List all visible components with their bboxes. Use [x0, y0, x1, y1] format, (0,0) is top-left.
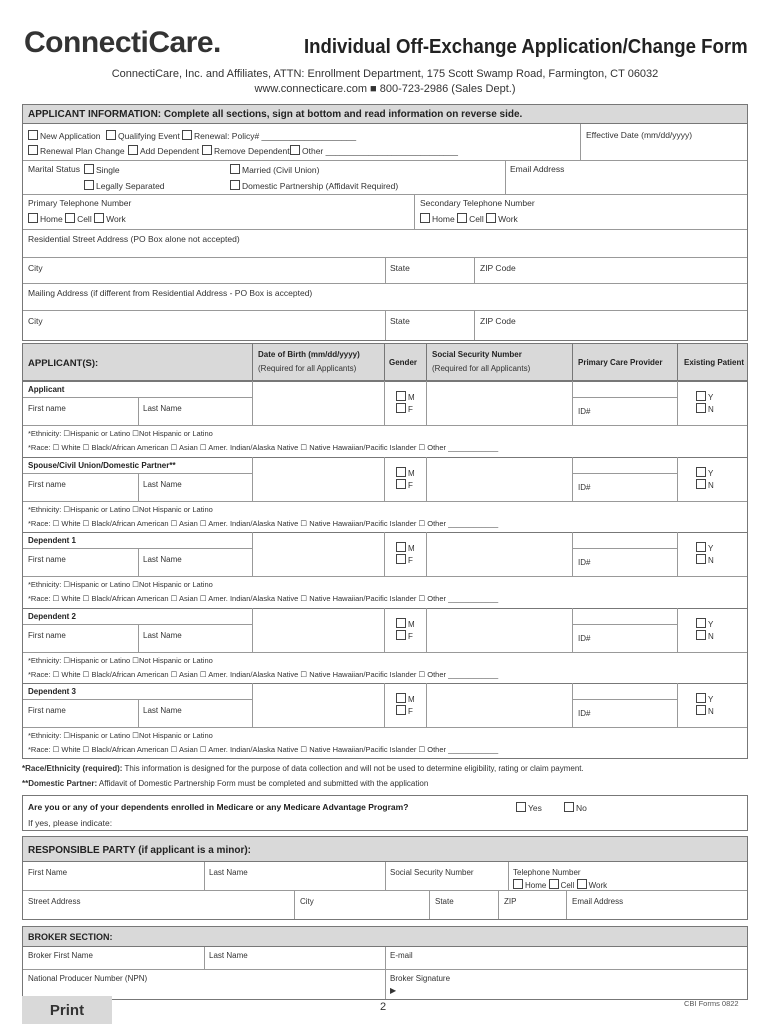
pcp-id-field[interactable]: ID# [578, 558, 591, 567]
applicant-row-label: Applicant [28, 385, 65, 394]
existing-patient-n-checkbox[interactable]: N [696, 403, 714, 414]
existing-patient-header: Existing Patient [684, 358, 745, 367]
race-footnote: *Race/Ethnicity (required): This information is designed for the purpose of data collection and will not be used to determine eligibility, rating or claim payment. [22, 764, 584, 773]
first-name-field[interactable]: First name [28, 631, 66, 640]
race-options[interactable]: *Race: ☐ White ☐ Black/African American ☐ Asian ☐ Amer. Indian/Alaska Native ☐ Native Hawaiian/Pacific Islander ☐ Other ____________ [28, 519, 499, 528]
secondary-phone-type[interactable]: Home Cell Work [420, 213, 518, 224]
applicant-row-label: Dependent 2 [28, 612, 77, 621]
gender-m-checkbox[interactable]: M [396, 467, 415, 478]
existing-patient-n-checkbox[interactable]: N [696, 630, 714, 641]
gender-f-checkbox[interactable]: F [396, 554, 413, 565]
pcp-id-field[interactable]: ID# [578, 709, 591, 718]
renewal-policy-checkbox[interactable]: Renewal: Policy# ____________________ [182, 130, 356, 141]
new-application-checkbox[interactable]: New Application [28, 130, 100, 141]
gender-f-checkbox[interactable]: F [396, 403, 413, 414]
broker-last-name-field[interactable]: Last Name [209, 951, 248, 960]
ethnicity-options[interactable]: *Ethnicity: ☐Hispanic or Latino ☐Not Hispanic or Latino [28, 656, 213, 665]
pcp-id-field[interactable]: ID# [578, 407, 591, 416]
residential-address-field[interactable]: Residential Street Address (PO Box alone not accepted) [28, 234, 240, 244]
race-options[interactable]: *Race: ☐ White ☐ Black/African American ☐ Asian ☐ Amer. Indian/Alaska Native ☐ Native Hawaiian/Pacific Islander ☐ Other ____________ [28, 443, 499, 452]
mailing-state-field[interactable]: State [390, 316, 410, 326]
existing-patient-y-checkbox[interactable]: Y [696, 467, 713, 478]
gender-header: Gender [389, 358, 418, 367]
rp-state-field[interactable]: State [435, 897, 454, 906]
effective-date-label: Effective Date (mm/dd/yyyy) [586, 130, 693, 140]
address-line: ConnectiCare, Inc. and Affiliates, ATTN: Enrollment Department, 175 Scott Swamp Road, Farmington, CT 06032 [111, 68, 659, 80]
broker-signature-field[interactable]: Broker Signature [390, 974, 451, 983]
broker-npn-field[interactable]: National Producer Number (NPN) [28, 974, 148, 983]
signature-arrow-icon: ▶ [390, 986, 397, 995]
first-name-field[interactable]: First name [28, 555, 66, 564]
pcp-id-field[interactable]: ID# [578, 634, 591, 643]
existing-patient-n-checkbox[interactable]: N [696, 705, 714, 716]
medicare-yes-checkbox[interactable]: Yes [516, 802, 542, 813]
add-dependent-checkbox[interactable]: Add Dependent [128, 145, 199, 156]
mailing-city-field[interactable]: City [28, 316, 43, 326]
contact-line: www.connecticare.com ■ 800-723-2986 (Sales Dept.) [254, 83, 516, 95]
mailing-zip-field[interactable]: ZIP Code [480, 316, 516, 326]
rp-street-field[interactable]: Street Address [28, 897, 81, 906]
last-name-field[interactable]: Last Name [143, 480, 182, 489]
ethnicity-options[interactable]: *Ethnicity: ☐Hispanic or Latino ☐Not Hispanic or Latino [28, 505, 213, 514]
medicare-no-checkbox[interactable]: No [564, 802, 587, 813]
existing-patient-y-checkbox[interactable]: Y [696, 391, 713, 402]
last-name-field[interactable]: Last Name [143, 555, 182, 564]
secondary-phone-field[interactable]: Secondary Telephone Number [420, 198, 535, 208]
rp-phone-type[interactable]: Home Cell Work [513, 879, 607, 890]
rp-first-name-field[interactable]: First Name [28, 868, 68, 877]
renewal-plan-change-checkbox[interactable]: Renewal Plan Change [28, 145, 125, 156]
gender-m-checkbox[interactable]: M [396, 391, 415, 402]
legally-separated-checkbox[interactable]: Legally Separated [84, 180, 165, 191]
mailing-address-field[interactable]: Mailing Address (if different from Residential Address - PO Box is accepted) [28, 288, 313, 298]
existing-patient-y-checkbox[interactable]: Y [696, 618, 713, 629]
rp-email-field[interactable]: Email Address [572, 897, 624, 906]
pcp-id-field[interactable]: ID# [578, 483, 591, 492]
responsible-party-heading: RESPONSIBLE PARTY (if applicant is a minor): [28, 845, 251, 856]
connecticare-logo: ConnectiCare. [24, 26, 221, 59]
race-options[interactable]: *Race: ☐ White ☐ Black/African American ☐ Asian ☐ Amer. Indian/Alaska Native ☐ Native Hawaiian/Pacific Islander ☐ Other ____________ [28, 745, 499, 754]
primary-phone-type[interactable]: Home Cell Work [28, 213, 126, 224]
page-number: 2 [380, 1001, 387, 1013]
broker-heading: BROKER SECTION: [28, 932, 113, 942]
applicant-row-label: Dependent 3 [28, 687, 77, 696]
gender-m-checkbox[interactable]: M [396, 693, 415, 704]
dob-note: (Required for all Applicants) [258, 364, 357, 373]
qualifying-event-checkbox[interactable]: Qualifying Event [106, 130, 180, 141]
applicants-section [22, 343, 748, 759]
zip-field[interactable]: ZIP Code [480, 263, 516, 273]
rp-city-field[interactable]: City [300, 897, 314, 906]
domestic-partner-footnote: **Domestic Partner: Affidavit of Domestic Partnership Form must be completed and submitted with the application [22, 779, 429, 788]
rp-telephone-field[interactable]: Telephone Number [513, 868, 581, 877]
applicant-row-label: Spouse/Civil Union/Domestic Partner** [28, 461, 176, 470]
existing-patient-y-checkbox[interactable]: Y [696, 542, 713, 553]
married-checkbox[interactable]: Married (Civil Union) [230, 164, 319, 175]
existing-patient-n-checkbox[interactable]: N [696, 554, 714, 565]
broker-first-name-field[interactable]: Broker First Name [28, 951, 93, 960]
rp-zip-field[interactable]: ZIP [504, 897, 517, 906]
existing-patient-n-checkbox[interactable]: N [696, 479, 714, 490]
rp-ssn-field[interactable]: Social Security Number [390, 868, 474, 877]
last-name-field[interactable]: Last Name [143, 706, 182, 715]
broker-email-field[interactable]: E-mail [390, 951, 413, 960]
other-checkbox[interactable]: Other ____________________________ [290, 145, 458, 156]
state-field[interactable]: State [390, 263, 410, 273]
first-name-field[interactable]: First name [28, 706, 66, 715]
ethnicity-options[interactable]: *Ethnicity: ☐Hispanic or Latino ☐Not Hispanic or Latino [28, 429, 213, 438]
gender-m-checkbox[interactable]: M [396, 618, 415, 629]
medicare-question: Are you or any of your dependents enrolled in Medicare or any Medicare Advantage Program? [28, 802, 409, 812]
ssn-header: Social Security Number [432, 350, 522, 359]
ethnicity-options[interactable]: *Ethnicity: ☐Hispanic or Latino ☐Not Hispanic or Latino [28, 580, 213, 589]
applicant-row-label: Dependent 1 [28, 536, 77, 545]
gender-f-checkbox[interactable]: F [396, 705, 413, 716]
applicant-info-heading: APPLICANT INFORMATION: Complete all sections, sign at bottom and read information on reverse side. [28, 109, 523, 120]
gender-f-checkbox[interactable]: F [396, 630, 413, 641]
form-code: CBI Forms 0822 [684, 999, 739, 1008]
single-checkbox[interactable]: Single [84, 164, 120, 175]
race-options[interactable]: *Race: ☐ White ☐ Black/African American ☐ Asian ☐ Amer. Indian/Alaska Native ☐ Native Hawaiian/Pacific Islander ☐ Other ____________ [28, 670, 499, 679]
primary-phone-field[interactable]: Primary Telephone Number [28, 198, 132, 208]
medicare-section [22, 795, 748, 831]
marital-status-label: Marital Status [28, 164, 80, 174]
remove-dependent-checkbox[interactable]: Remove Dependent [202, 145, 290, 156]
applicants-heading: APPLICANT(S): [28, 358, 99, 369]
first-name-field[interactable]: First name [28, 404, 66, 413]
medicare-indicate-field[interactable]: If yes, please indicate: [28, 818, 113, 828]
pcp-header: Primary Care Provider [578, 358, 663, 367]
print-button[interactable]: Print [22, 996, 112, 1024]
race-options[interactable]: *Race: ☐ White ☐ Black/African American ☐ Asian ☐ Amer. Indian/Alaska Native ☐ Native Hawaiian/Pacific Islander ☐ Other ____________ [28, 594, 499, 603]
city-field[interactable]: City [28, 263, 43, 273]
domestic-partnership-checkbox[interactable]: Domestic Partnership (Affidavit Required) [230, 180, 398, 191]
rp-last-name-field[interactable]: Last Name [209, 868, 248, 877]
dob-header: Date of Birth (mm/dd/yyyy) [258, 350, 360, 359]
gender-m-checkbox[interactable]: M [396, 542, 415, 553]
email-address-field[interactable]: Email Address [510, 164, 565, 174]
ssn-note: (Required for all Applicants) [432, 364, 531, 373]
form-title: Individual Off-Exchange Application/Change Form [304, 36, 748, 58]
last-name-field[interactable]: Last Name [143, 404, 182, 413]
first-name-field[interactable]: First name [28, 480, 66, 489]
gender-f-checkbox[interactable]: F [396, 479, 413, 490]
ethnicity-options[interactable]: *Ethnicity: ☐Hispanic or Latino ☐Not Hispanic or Latino [28, 731, 213, 740]
last-name-field[interactable]: Last Name [143, 631, 182, 640]
existing-patient-y-checkbox[interactable]: Y [696, 693, 713, 704]
